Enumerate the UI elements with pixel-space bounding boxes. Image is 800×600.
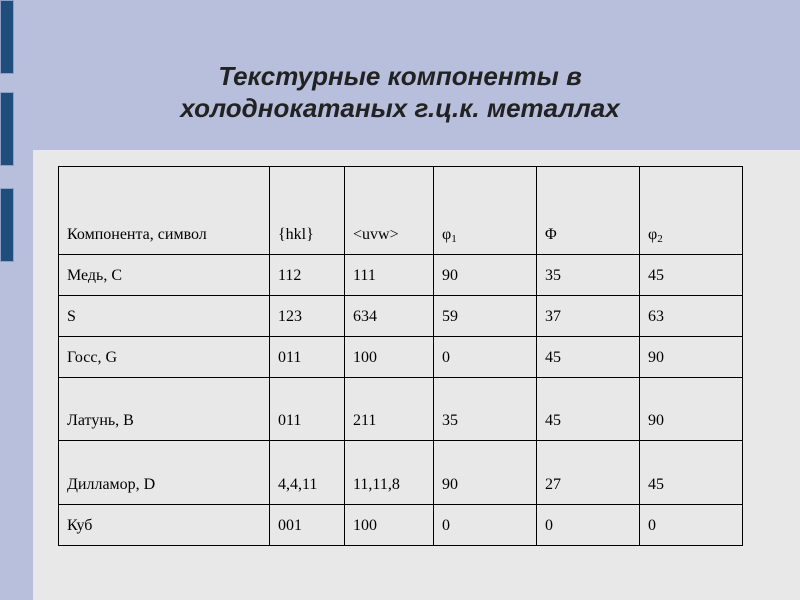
table-cell: 001: [270, 505, 345, 546]
table-cell: 63: [640, 296, 743, 337]
slide-title-line-2: холоднокатаных г.ц.к. металлах: [180, 93, 620, 123]
table-cell: S: [59, 296, 270, 337]
table-cell: Медь, C: [59, 255, 270, 296]
table-cell: Латунь, B: [59, 378, 270, 441]
table-cell: 45: [640, 255, 743, 296]
table-cell: 90: [434, 441, 537, 505]
table-header-row: [59, 167, 743, 255]
table-cell: 45: [537, 378, 640, 441]
table-cell: 100: [345, 337, 434, 378]
header-cell-uvw: <uvw>: [345, 167, 434, 255]
table-cell: 35: [434, 378, 537, 441]
table-cell: 45: [537, 337, 640, 378]
table-cell: 0: [537, 505, 640, 546]
slide-title-line-1: Текстурные компоненты в: [218, 61, 582, 91]
table-cell: 112: [270, 255, 345, 296]
table-cell: 35: [537, 255, 640, 296]
table-cell: 211: [345, 378, 434, 441]
table-cell: Госс, G: [59, 337, 270, 378]
table-row: [59, 505, 743, 546]
table-cell: 4,4,11: [270, 441, 345, 505]
table-cell: 0: [434, 337, 537, 378]
table-cell: Куб: [59, 505, 270, 546]
table-cell: 011: [270, 378, 345, 441]
table-cell: 100: [345, 505, 434, 546]
texture-components-table: [58, 166, 743, 546]
header-cell-hkl: {hkl}: [270, 167, 345, 255]
table-cell: 11,11,8: [345, 441, 434, 505]
table-cell: 27: [537, 441, 640, 505]
side-decor-bar-bottom: [0, 188, 14, 262]
table-row: [59, 255, 743, 296]
table-cell: 59: [434, 296, 537, 337]
table-cell: 0: [640, 505, 743, 546]
table-cell: 111: [345, 255, 434, 296]
table-cell: 90: [640, 378, 743, 441]
table-cell: 0: [434, 505, 537, 546]
table-row: [59, 296, 743, 337]
table-row: [59, 337, 743, 378]
table-cell: 90: [434, 255, 537, 296]
table-row: [59, 441, 743, 505]
table-row: [59, 378, 743, 441]
table-cell: 45: [640, 441, 743, 505]
table-cell: Дилламор, D: [59, 441, 270, 505]
table-cell: 123: [270, 296, 345, 337]
table-cell: 011: [270, 337, 345, 378]
table-cell: 634: [345, 296, 434, 337]
table-cell: 90: [640, 337, 743, 378]
table-cell: 37: [537, 296, 640, 337]
slide-title: [0, 60, 800, 124]
header-cell-Phi: Φ: [537, 167, 640, 255]
header-cell-phi2: $\varphi_2$: [640, 167, 743, 255]
header-cell-phi1: $\varphi_1$: [434, 167, 537, 255]
header-cell-component: Компонента, символ: [59, 167, 270, 255]
